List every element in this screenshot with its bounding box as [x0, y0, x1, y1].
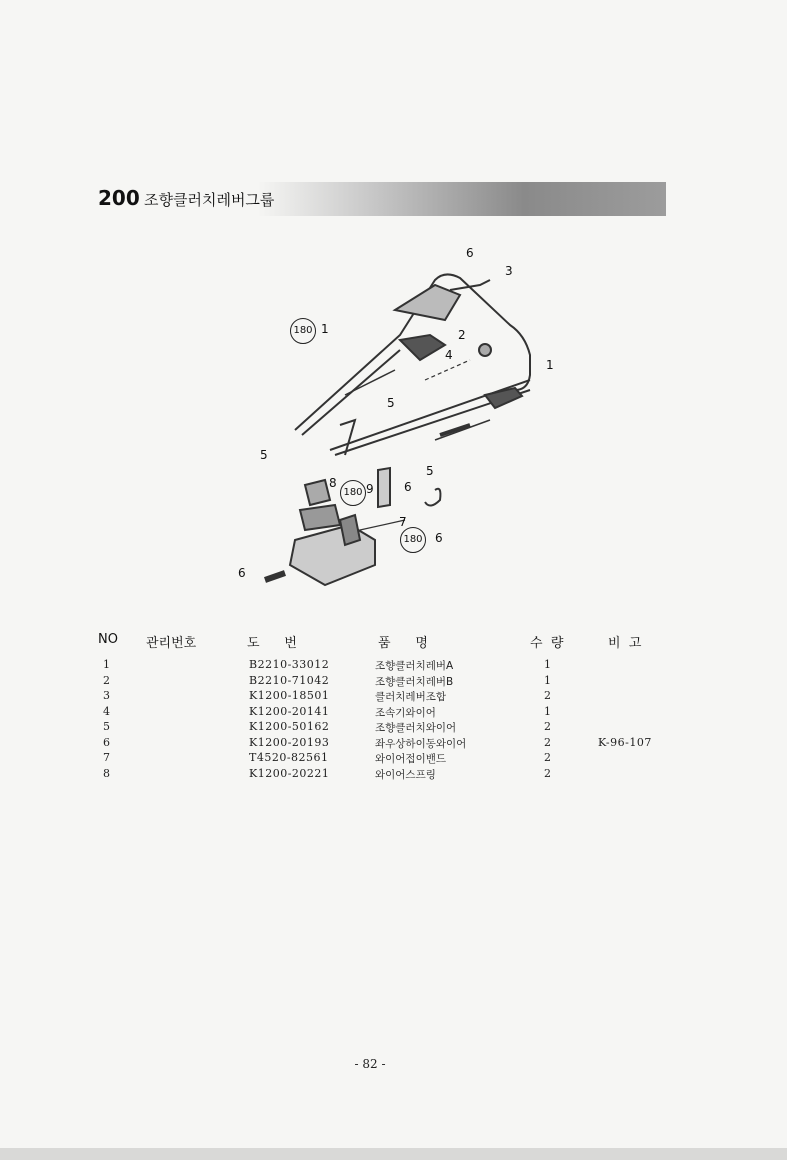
cell-no: 4 — [103, 704, 110, 718]
callout-label: 5 — [260, 448, 268, 462]
callout-label: 1 — [321, 322, 329, 336]
cell-no: 1 — [103, 658, 110, 671]
cell-part-name: 와이어스프링 — [375, 768, 436, 781]
callout-label: 6 — [466, 246, 474, 260]
cell-drawing-number: T4520-82561 — [249, 751, 329, 764]
header-part-name: 품 명 — [378, 636, 428, 651]
cell-drawing-number: K1200-20193 — [249, 735, 330, 749]
cell-part-name: 조속기와이어 — [375, 706, 436, 719]
table-row — [0, 751, 787, 767]
page-bottom-edge — [0, 1148, 787, 1160]
reference-circle: 180 — [340, 480, 366, 506]
cell-quantity: 2 — [544, 689, 551, 702]
steering-clutch-lever-illustration — [230, 240, 570, 610]
callout-label: 3 — [505, 264, 513, 278]
cell-part-name: 클러치레버조합 — [375, 691, 447, 703]
callout-label: 6 — [435, 531, 443, 545]
cell-part-name: 조향클러치와이어 — [375, 722, 457, 734]
cell-note: K-96-107 — [598, 735, 652, 749]
cell-part-name: 좌우상하이동와이어 — [375, 737, 467, 750]
callout-label: 8 — [329, 476, 337, 490]
cell-no: 6 — [103, 735, 110, 749]
cell-quantity: 1 — [544, 673, 551, 687]
callout-label: 6 — [238, 566, 246, 580]
cell-no: 8 — [103, 766, 110, 780]
callout-label: 4 — [445, 348, 453, 362]
cell-quantity: 2 — [544, 751, 551, 764]
cell-part-name: 조향클러치레버B — [375, 675, 454, 688]
section-number: 200 — [98, 186, 140, 210]
callout-label: 1 — [546, 358, 554, 372]
table-row — [0, 720, 787, 736]
header-drawing-number: 도 번 — [247, 636, 297, 651]
cell-drawing-number: K1200-20221 — [249, 766, 330, 780]
cell-part-name: 와이어접이밴드 — [375, 753, 447, 765]
table-row — [0, 689, 787, 705]
cell-drawing-number: K1200-18501 — [249, 689, 330, 702]
cell-no: 3 — [103, 689, 110, 702]
cell-quantity: 1 — [544, 658, 551, 671]
cell-drawing-number: K1200-50162 — [249, 720, 330, 733]
header-no: NO — [98, 632, 118, 647]
parts-diagram — [230, 240, 570, 610]
table-row — [0, 767, 787, 783]
callout-label: 2 — [458, 328, 466, 342]
callout-label: 6 — [404, 480, 412, 494]
header-quantity: 수 량 — [530, 636, 564, 651]
reference-circle: 180 — [400, 527, 426, 553]
cell-part-name: 조향클러치레버A — [375, 660, 454, 672]
page-number: - 82 - — [354, 1057, 386, 1071]
header-management-number: 관리번호 — [146, 636, 197, 651]
cell-no: 5 — [103, 720, 110, 733]
header-note: 비 고 — [608, 636, 642, 651]
cell-drawing-number: B2210-33012 — [249, 658, 330, 671]
cell-no: 2 — [103, 673, 110, 687]
section-title: 조향클러치레버그룹 — [144, 191, 275, 209]
reference-circle: 180 — [290, 318, 316, 344]
cell-quantity: 2 — [544, 720, 551, 733]
cell-no: 7 — [103, 751, 110, 764]
callout-label: 7 — [399, 515, 407, 529]
cell-drawing-number: B2210-71042 — [249, 673, 330, 687]
callout-label: 5 — [426, 464, 434, 478]
callout-label: 5 — [387, 396, 395, 410]
callout-label: 9 — [366, 482, 374, 496]
cell-quantity: 2 — [544, 766, 551, 780]
table-row — [0, 736, 787, 752]
parts-table-body — [0, 658, 787, 782]
cell-quantity: 2 — [544, 735, 551, 749]
cell-quantity: 1 — [544, 704, 551, 718]
table-row — [0, 674, 787, 690]
parts-table-header — [0, 632, 787, 652]
table-row — [0, 658, 787, 674]
table-row — [0, 705, 787, 721]
cell-drawing-number: K1200-20141 — [249, 704, 330, 718]
